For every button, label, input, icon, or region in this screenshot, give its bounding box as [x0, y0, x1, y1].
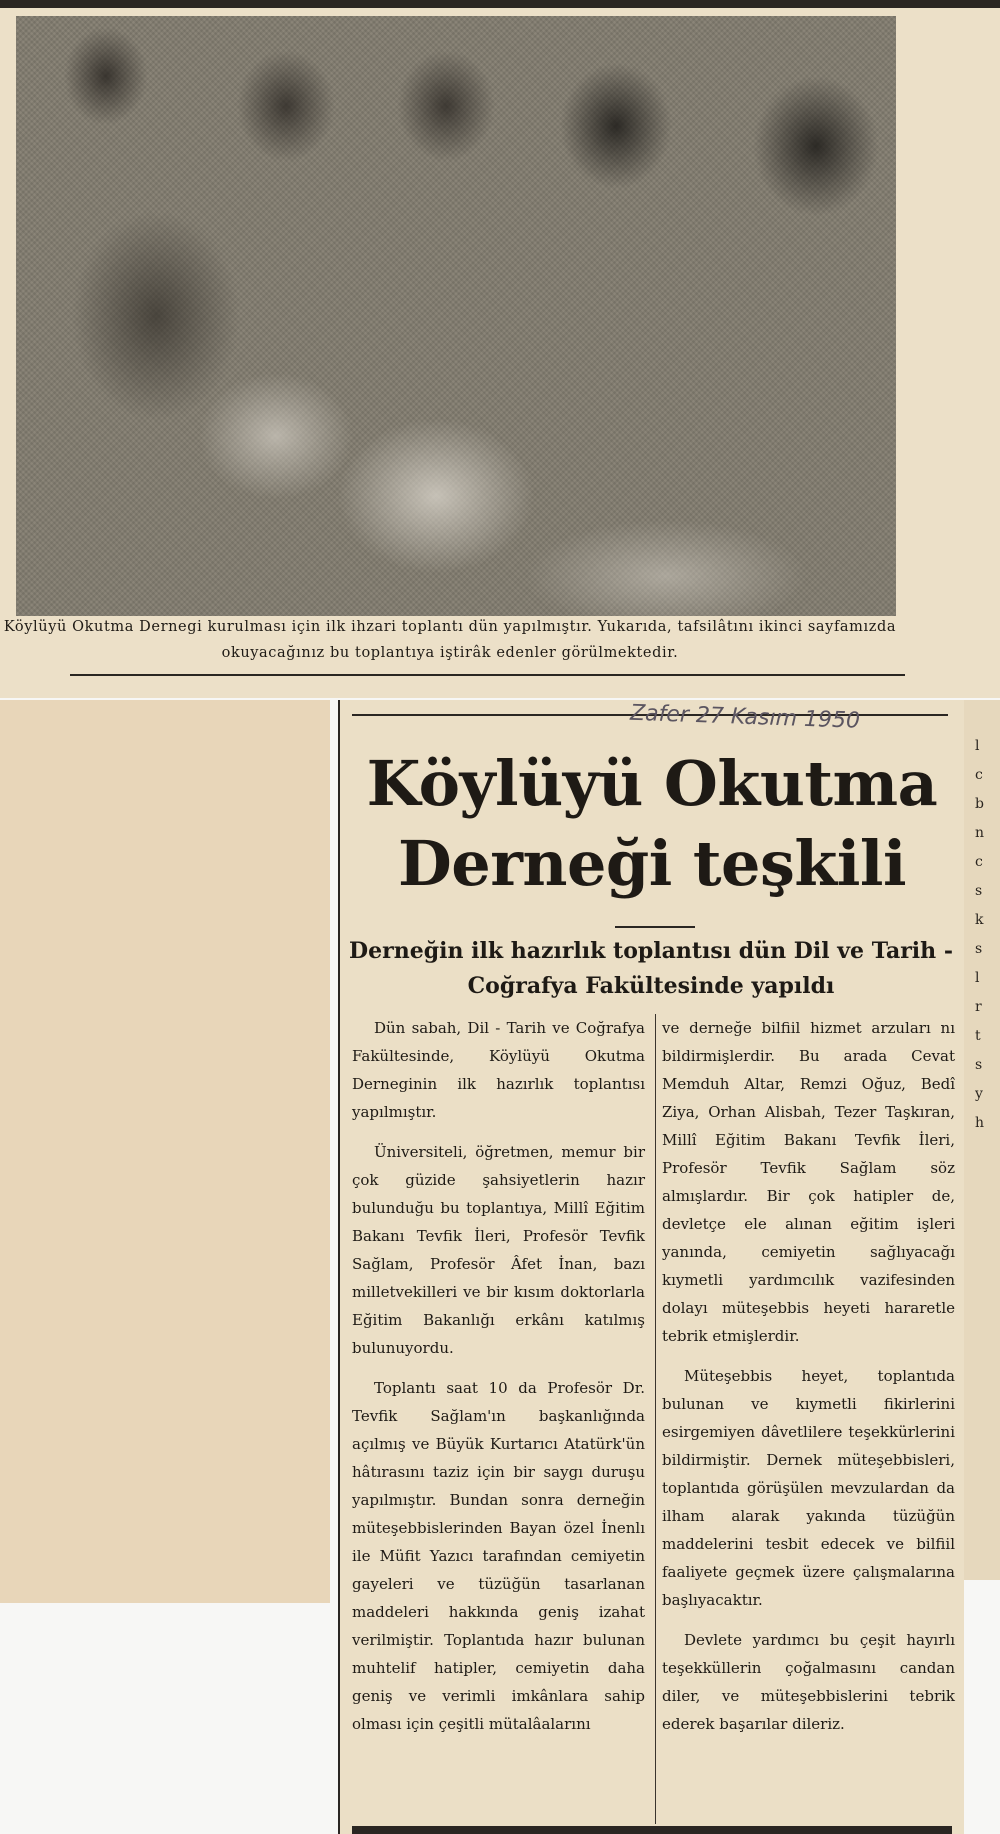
- strip-letter: y: [975, 1086, 983, 1102]
- headline-rule: [615, 926, 695, 928]
- paragraph: ve derneğe bilfiil hizmet arzuları nı bildirmişlerdir. Bu arada Cevat Memduh Altar, Remzi Oğuz, Bedî Ziya, Orhan Alisbah, Tezer Taşkıran, Millî Eğitim Bakanı Tevfik İleri, Profesör Tevfik Sağlam söz almışlardır. Bir çok hatipler de, devletçe ele alınan eğitim işleri yanında, cemiyetin sağlıyacağı kıymetli yardımcılık vazifesinden dolayı müteşebbis heyeti hararetle tebrik etmişlerdir.: [662, 1019, 955, 1345]
- article-bottom-band: [352, 1826, 952, 1834]
- article-column-2: [662, 1014, 955, 1750]
- strip-letter: l: [975, 738, 980, 754]
- scan-top-edge: [0, 0, 1000, 8]
- photo-caption: Köylüyü Okutma Dernegi kurulması için ilk ihzari toplantı dün yapılmıştır. Yukarıda, tafsilâtını ikinci sayfamızda okuyacağınız bu toplantıya iştirâk edenler görülmektedir.: [3, 619, 897, 661]
- article-column-1: [352, 1014, 645, 1750]
- newspaper-photo: [16, 16, 896, 616]
- paragraph: Müteşebbis heyet, toplantıda bulunan ve kıymetli fikirlerini esirgemiyen dâvetlilere teşekkürlerini bildirmiştir. Dernek müteşebbisleri, toplantıda görüşülen mevzulardan da ilham alarak yakında tüzüğün maddelerini tesbit edecek ve bilfiil faaliyete geçmek üzere çalışmalarına başlıyacaktır.: [662, 1367, 955, 1609]
- strip-letter: c: [975, 767, 983, 783]
- strip-letter: b: [975, 796, 984, 812]
- strip-letter: k: [975, 912, 984, 928]
- photo-clipping: [0, 8, 1000, 698]
- strip-letter: c: [975, 854, 983, 870]
- strip-letter: r: [975, 999, 982, 1015]
- article-subheadline: Derneğin ilk hazırlık toplantısı dün Dil ve Tarih - Coğrafya Fakültesinde yapıldı: [349, 938, 953, 999]
- strip-letter: s: [975, 1057, 983, 1073]
- strip-letter: t: [975, 1028, 981, 1044]
- strip-letter: h: [975, 1115, 985, 1131]
- caption-rule: [70, 674, 905, 676]
- adjacent-column-letters: [975, 732, 995, 1138]
- paragraph: Üniversiteli, öğretmen, memur bir çok güzide şahsiyetlerin hazır bulunduğu bu toplantıya, Millî Eğitim Bakanı Tevfik İleri, Profesör Tevfik Sağlam, Profesör Âfet İnan, bazı milletvekilleri ve bir kısım doktorlarla Eğitim Bakanlığı erkânı katılmış bulunuyordu.: [352, 1143, 645, 1357]
- article-headline: [340, 744, 964, 904]
- column-divider: [655, 1014, 656, 1824]
- paragraph: Toplantı saat 10 da Profesör Dr. Tevfik Sağlam'ın başkanlığında açılmış ve Büyük Kurtarıcı Atatürk'ün hâtırasını taziz için bir saygı duruşu yapılmıştır. Bundan sonra derneğin müteşebbislerinden Bayan özel İnenlı ile Müfit Yazıcı tarafından cemiyetin gayeleri ve tüzüğün tasarlanan maddeleri hakkında geniş izahat verilmiştir. Toplantıda hazır bulunan muhtelif hatipler, cemiyetin daha geniş ve verimli imkânlara sahip olması için çeşitli mütalâalarını: [352, 1379, 645, 1733]
- article-clipping: [338, 700, 964, 1834]
- strip-letter: n: [975, 825, 985, 841]
- strip-letter: s: [975, 941, 983, 957]
- handwritten-date-note: Zafer 27 Kasım 1950: [629, 700, 861, 734]
- strip-letter: s: [975, 883, 983, 899]
- headline-line-1: Köylüyü Okutma: [366, 747, 938, 820]
- paragraph: Devlete yardımcı bu çeşit hayırlı teşekküllerin çoğalmasını candan diler, ve müteşebbislerini tebrik ederek başarılar dileriz.: [662, 1631, 955, 1733]
- paragraph: Dün sabah, Dil - Tarih ve Coğrafya Fakültesinde, Köylüyü Okutma Derneginin ilk hazırlık toplantısı yapılmıştır.: [352, 1019, 645, 1121]
- strip-letter: l: [975, 970, 980, 986]
- headline-line-2: Derneği teşkili: [398, 827, 906, 900]
- blank-paper-backing: [0, 700, 330, 1603]
